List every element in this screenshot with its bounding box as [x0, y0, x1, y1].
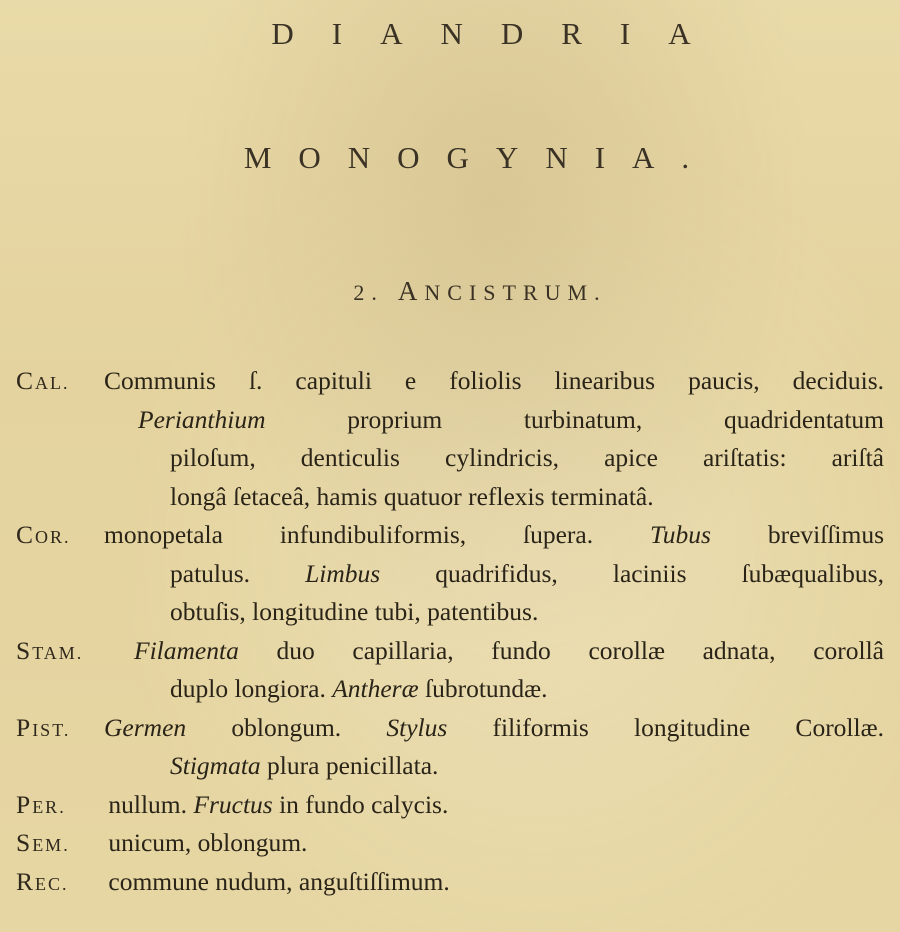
- entry-pistil: [0, 709, 900, 786]
- entry-seed: [0, 824, 900, 863]
- text-line: [0, 555, 900, 594]
- entry-label: COR.: [16, 520, 71, 549]
- line-text: commune nudum, anguſtiſſimum.: [108, 866, 450, 896]
- line-text: monopetala infundibuliformis, ſupera. Tubus breviſſimus: [104, 520, 884, 549]
- order-heading: MONOGYNIA.: [243, 140, 717, 175]
- line-text: Stigmata plura penicillata.: [170, 751, 439, 780]
- text-line: [0, 362, 900, 401]
- entry-label: STAM.: [16, 635, 84, 665]
- entry-label: PIST.: [16, 712, 71, 742]
- text-line: [0, 593, 900, 632]
- genus-heading: [0, 276, 900, 307]
- line-text: patulus. Limbus quadrifidus, laciniis ſubæqualibus,: [170, 558, 884, 588]
- genus-number: 2.: [353, 280, 384, 305]
- entry-corolla: [0, 516, 900, 632]
- line-text: Filamenta duo capillaria, fundo corollæ adnata, corollâ: [134, 635, 884, 665]
- entry-stamens: [0, 632, 900, 709]
- text-line: [0, 747, 900, 786]
- class-heading: DIANDRIA: [271, 16, 729, 51]
- entry-label: PER.: [16, 789, 66, 819]
- line-text: Perianthium proprium turbinatum, quadridentatum: [138, 404, 884, 434]
- text-line: [0, 401, 900, 440]
- text-line: [0, 786, 900, 825]
- line-text: obtuſis, longitudine tubi, patentibus.: [170, 597, 539, 626]
- entry-label: REC.: [16, 866, 69, 896]
- text-line: [0, 439, 900, 478]
- text-line: [0, 824, 900, 863]
- text-line: [0, 863, 900, 902]
- description-entries: [0, 362, 900, 901]
- entry-pericarp: [0, 786, 900, 825]
- genus-name: NCISTRUM.: [424, 280, 607, 305]
- line-text: longâ ſetaceâ, hamis quatuor reflexis terminatâ.: [170, 481, 654, 511]
- line-text: nullum. Fructus in fundo calycis.: [108, 789, 449, 819]
- line-text: Communis ſ. capituli e foliolis linearibus paucis, deciduis.: [104, 366, 884, 395]
- text-line: [0, 670, 900, 709]
- text-line: [0, 516, 900, 555]
- line-text: duplo longiora. Antheræ ſubrotundæ.: [170, 674, 548, 703]
- text-line: [0, 632, 900, 671]
- entry-receptacle: [0, 863, 900, 902]
- entry-label: CAL.: [16, 366, 70, 395]
- line-text: piloſum, denticulis cylindricis, apice ariſtatis: ariſtâ: [170, 443, 884, 472]
- entry-calyx: [0, 362, 900, 516]
- text-line: [0, 478, 900, 517]
- genus-initial: A: [397, 276, 425, 306]
- text-line: [0, 709, 900, 748]
- entry-label: SEM.: [16, 828, 70, 857]
- line-text: unicum, oblongum.: [108, 828, 308, 857]
- line-text: Germen oblongum. Stylus filiformis longitudine Corollæ.: [104, 712, 884, 742]
